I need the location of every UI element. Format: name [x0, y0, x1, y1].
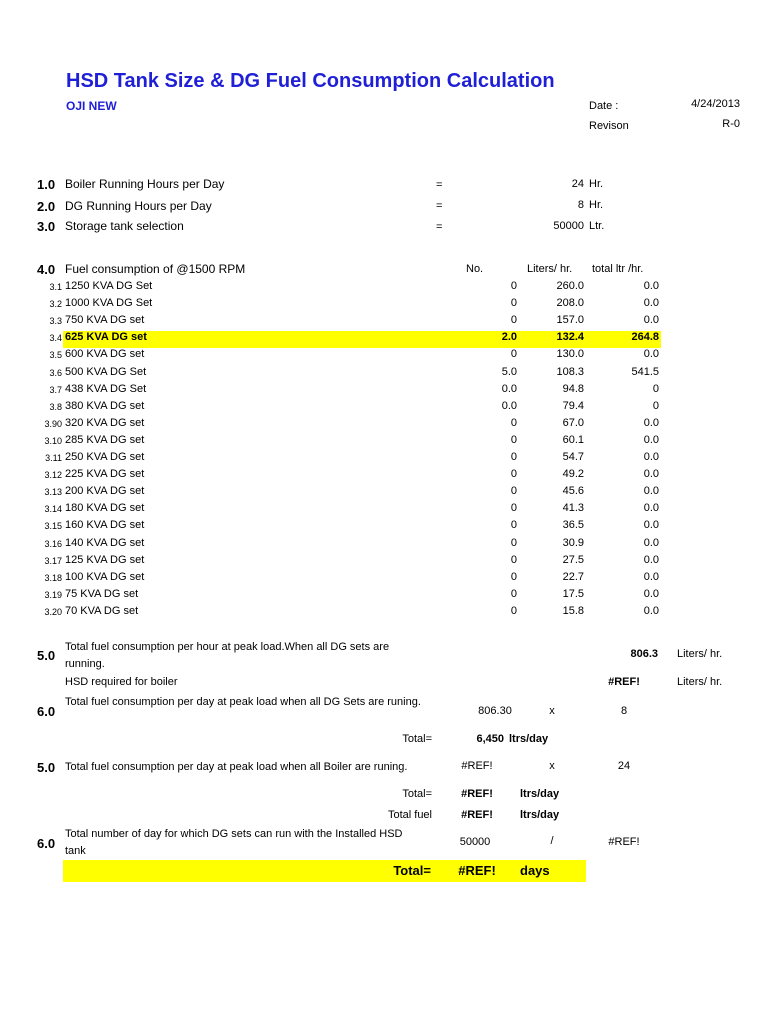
final-total-value: #REF! — [458, 863, 496, 878]
table-row — [0, 485, 768, 502]
table-row — [0, 297, 768, 314]
dg-set-name: 1250 KVA DG Set — [65, 280, 153, 292]
summary-description: Total number of day for which DG sets can run with the Installed HSD tank — [65, 828, 403, 857]
hsd-value: #REF! — [608, 676, 640, 688]
total-liters-per-hour: 0.0 — [643, 433, 659, 446]
row-number: 3.90 — [44, 418, 62, 429]
liters-per-hour: 60.1 — [562, 433, 584, 446]
date-value: 4/24/2013 — [691, 98, 740, 110]
input-unit: Hr. — [589, 178, 604, 190]
total-unit: ltrs/day — [509, 733, 549, 745]
dg-set-count: 0.0 — [501, 382, 517, 395]
total-liters-per-hour: 0.0 — [643, 416, 659, 429]
dg-set-count: 0 — [510, 314, 517, 327]
total-liters-per-hour: 264.8 — [631, 331, 659, 344]
revision-value: R-0 — [722, 118, 740, 130]
section-number: 3.0 — [37, 219, 56, 234]
liters-per-hour: 130.0 — [556, 348, 584, 361]
liters-per-hour: 49.2 — [562, 468, 584, 481]
total-value: #REF! — [461, 788, 493, 800]
table-row — [0, 605, 768, 622]
dg-set-name: 125 KVA DG set — [65, 553, 145, 566]
dg-set-count: 0 — [510, 502, 517, 515]
liters-per-hour: 208.0 — [556, 297, 584, 310]
dg-set-name: 438 KVA DG Set — [65, 382, 147, 395]
section-number: 5.0 — [37, 648, 56, 663]
calc-operand-a: 50000 — [459, 836, 491, 848]
table-row — [0, 417, 768, 434]
calc-operand-b: 8 — [620, 705, 628, 717]
section-number: 6.0 — [37, 704, 56, 719]
row-number: 3.19 — [44, 589, 62, 600]
dg-set-name: 200 KVA DG set — [65, 485, 145, 498]
total-liters-per-hour: 0.0 — [643, 519, 659, 532]
total-fuel-unit: ltrs/day — [520, 809, 560, 821]
table-row — [0, 314, 768, 331]
table-row — [0, 451, 768, 468]
liters-per-hour: 30.9 — [562, 536, 584, 549]
dg-set-count: 0 — [510, 416, 517, 429]
input-value: 24 — [571, 178, 584, 190]
table-row — [0, 348, 768, 365]
input-unit: Hr. — [589, 199, 604, 211]
row-number: 3.12 — [44, 470, 62, 481]
total-fuel-label: Total fuel — [387, 809, 432, 821]
row-number: 3.20 — [44, 606, 62, 617]
section-number: 2.0 — [37, 199, 56, 214]
section-number: 5.0 — [37, 760, 56, 775]
row-number: 3.3 — [49, 316, 62, 327]
liters-per-hour: 36.5 — [562, 519, 584, 532]
total-unit: ltrs/day — [520, 788, 560, 800]
table-row — [0, 468, 768, 485]
dg-set-count: 0 — [510, 553, 517, 566]
liters-per-hour: 27.5 — [562, 553, 584, 566]
row-number: 3.16 — [44, 538, 62, 549]
total-liters-per-hour: 0 — [652, 382, 659, 395]
calc-operator: / — [550, 835, 554, 847]
consumption-title: Fuel consumption of @1500 RPM — [65, 262, 246, 276]
total-liters-per-hour: 0.0 — [643, 451, 659, 463]
liters-per-hour: 17.5 — [562, 587, 584, 600]
dg-set-name: 140 KVA DG set — [65, 536, 145, 549]
dg-set-name: 500 KVA DG Set — [65, 365, 147, 378]
total-liters-per-hour: 0.0 — [643, 553, 659, 566]
liters-per-hour: 94.8 — [562, 382, 584, 395]
dg-set-name: 750 KVA DG set — [65, 314, 145, 327]
dg-set-count: 0 — [510, 536, 517, 549]
row-number: 3.17 — [44, 555, 62, 566]
summary-unit: Liters/ hr. — [677, 648, 723, 660]
row-number: 3.1 — [49, 282, 62, 292]
row-number: 3.13 — [44, 487, 62, 498]
total-liters-per-hour: 0.0 — [643, 314, 659, 327]
row-number: 3.4 — [49, 333, 62, 344]
table-row — [0, 537, 768, 554]
dg-set-count: 0 — [510, 587, 517, 600]
liters-per-hour: 67.0 — [562, 416, 584, 429]
total-liters-per-hour: 0.0 — [643, 587, 659, 600]
dg-set-name: 285 KVA DG set — [65, 433, 145, 446]
column-header-liters-per-hour: Liters/ hr. — [527, 263, 573, 275]
dg-set-name: 75 KVA DG set — [65, 587, 139, 600]
total-liters-per-hour: 0.0 — [643, 536, 659, 549]
dg-set-name: 160 KVA DG set — [65, 519, 145, 532]
table-row — [0, 519, 768, 536]
liters-per-hour: 41.3 — [562, 502, 584, 515]
liters-per-hour: 15.8 — [562, 604, 584, 617]
dg-set-name: 1000 KVA DG Set — [65, 297, 153, 310]
calc-operand-b: 24 — [617, 760, 631, 772]
date-label: Date : — [589, 100, 619, 112]
section-number: 1.0 — [37, 177, 56, 192]
total-liters-per-hour: 541.5 — [631, 365, 659, 378]
calc-operand-a: 806.30 — [478, 705, 512, 717]
equals-sign: = — [436, 200, 443, 212]
row-number: 3.18 — [44, 572, 62, 583]
dg-set-name: 225 KVA DG set — [65, 468, 145, 481]
hsd-unit: Liters/ hr. — [677, 676, 723, 688]
dg-set-count: 0 — [510, 570, 517, 583]
liters-per-hour: 79.4 — [562, 399, 584, 412]
dg-set-name: 320 KVA DG set — [65, 416, 145, 429]
final-total-bar — [63, 860, 586, 882]
dg-set-name: 180 KVA DG set — [65, 502, 145, 515]
total-label: Total= — [402, 733, 432, 745]
row-number: 3.10 — [44, 435, 62, 446]
row-number: 3.5 — [49, 350, 62, 361]
section-number: 4.0 — [37, 262, 56, 277]
row-number: 3.8 — [49, 401, 62, 412]
dg-set-count: 0 — [510, 468, 517, 481]
summary-description: Total fuel consumption per day at peak load when all Boiler are runing. — [65, 761, 408, 773]
liters-per-hour: 54.7 — [562, 451, 584, 463]
dg-set-name: 600 KVA DG set — [65, 348, 145, 361]
table-row — [0, 434, 768, 451]
dg-set-name: 625 KVA DG set — [65, 331, 147, 344]
equals-sign: = — [436, 179, 443, 191]
total-label: Total= — [402, 788, 432, 800]
dg-set-count: 0 — [510, 348, 517, 361]
summary-value: 806.3 — [630, 648, 658, 660]
calc-operator: x — [549, 705, 555, 717]
table-row — [0, 588, 768, 605]
total-fuel-value: #REF! — [461, 809, 493, 821]
row-number: 3.7 — [49, 384, 62, 395]
total-liters-per-hour: 0.0 — [643, 502, 659, 515]
dg-set-count: 0 — [510, 297, 517, 310]
dg-set-count: 0.0 — [501, 399, 517, 412]
column-header-no: No. — [466, 263, 484, 275]
liters-per-hour: 22.7 — [562, 570, 584, 583]
liters-per-hour: 108.3 — [556, 365, 584, 378]
dg-set-count: 0 — [510, 485, 517, 498]
revision-label: Revison — [589, 120, 629, 132]
calc-operator: x — [549, 760, 555, 772]
summary-description: Total fuel consumption per hour at peak load.When all DG sets are running. — [65, 641, 390, 670]
input-value: 50000 — [553, 220, 584, 232]
row-number: 3.2 — [49, 299, 62, 310]
row-number: 3.15 — [44, 521, 62, 532]
liters-per-hour: 132.4 — [556, 331, 584, 344]
table-row — [0, 331, 768, 348]
total-liters-per-hour: 0.0 — [643, 468, 659, 481]
section-number: 6.0 — [37, 836, 56, 851]
dg-set-count: 0 — [510, 519, 517, 532]
liters-per-hour: 260.0 — [556, 280, 584, 292]
dg-set-name: 70 KVA DG set — [65, 604, 139, 617]
total-liters-per-hour: 0.0 — [643, 485, 659, 498]
table-row — [0, 571, 768, 588]
equals-sign: = — [436, 221, 443, 233]
input-label: Storage tank selection — [65, 219, 184, 233]
total-liters-per-hour: 0.0 — [643, 604, 659, 617]
sheet-subtitle: OJI NEW — [66, 99, 117, 113]
total-liters-per-hour: 0.0 — [643, 297, 659, 310]
final-total-label: Total= — [393, 863, 431, 878]
dg-set-count: 0 — [510, 433, 517, 446]
table-row — [0, 502, 768, 519]
input-value: 8 — [577, 199, 584, 211]
input-label: DG Running Hours per Day — [65, 199, 212, 213]
calc-operand-b: #REF! — [608, 836, 640, 848]
table-row — [0, 554, 768, 571]
table-row — [0, 400, 768, 417]
dg-set-count: 5.0 — [501, 365, 517, 378]
hsd-label: HSD required for boiler — [65, 676, 178, 688]
dg-set-name: 100 KVA DG set — [65, 570, 145, 583]
row-number: 3.6 — [49, 367, 62, 378]
input-label: Boiler Running Hours per Day — [65, 177, 225, 191]
sheet-title: HSD Tank Size & DG Fuel Consumption Calculation — [66, 70, 555, 92]
table-row — [0, 383, 768, 400]
dg-set-name: 250 KVA DG set — [65, 451, 145, 463]
table-row — [0, 366, 768, 383]
final-total-unit: days — [520, 863, 550, 878]
input-unit: Ltr. — [589, 220, 605, 232]
total-value: 6,450 — [476, 733, 504, 745]
dg-set-count: 2.0 — [501, 331, 517, 344]
table-row — [0, 280, 768, 297]
calc-operand-a: #REF! — [461, 760, 493, 772]
dg-set-count: 0 — [510, 280, 517, 292]
total-liters-per-hour: 0.0 — [643, 348, 659, 361]
dg-set-count: 0 — [510, 451, 517, 463]
total-liters-per-hour: 0.0 — [643, 570, 659, 583]
total-liters-per-hour: 0.0 — [643, 280, 659, 292]
liters-per-hour: 157.0 — [556, 314, 584, 327]
row-number: 3.11 — [45, 453, 62, 463]
dg-set-count: 0 — [510, 604, 517, 617]
dg-set-name: 380 KVA DG set — [65, 399, 145, 412]
column-header-total: total ltr /hr. — [592, 263, 644, 275]
total-liters-per-hour: 0 — [652, 399, 659, 412]
summary-description: Total fuel consumption per day at peak load when all DG Sets are runing. — [65, 696, 421, 708]
liters-per-hour: 45.6 — [562, 485, 584, 498]
row-number: 3.14 — [44, 504, 62, 515]
